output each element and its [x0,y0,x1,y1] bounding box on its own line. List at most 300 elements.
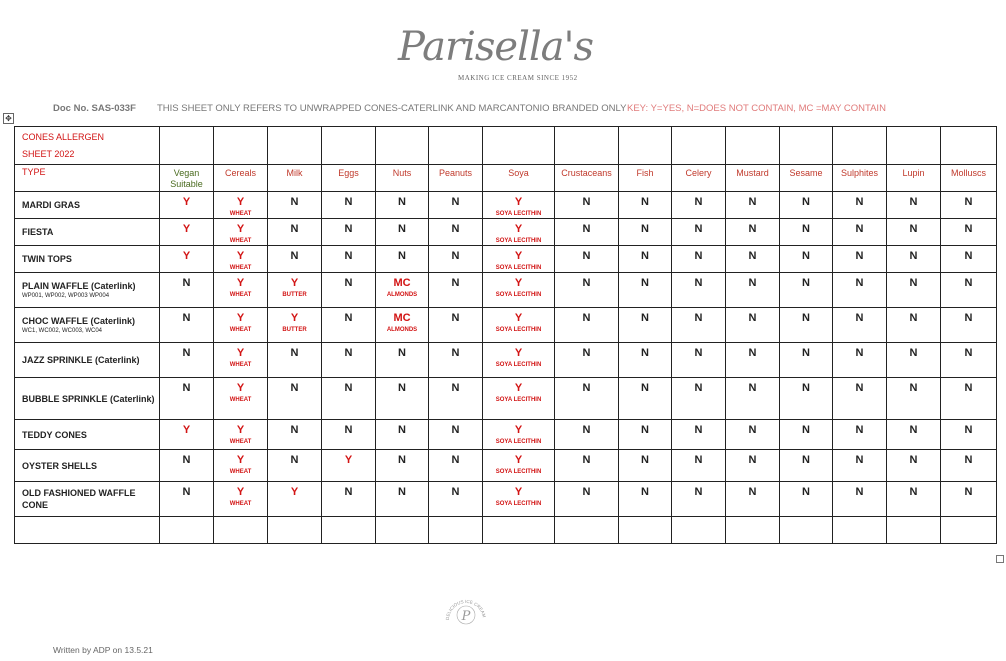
allergen-cell [483,246,555,273]
allergen-cell [780,219,833,246]
allergen-cell [214,219,268,246]
allergen-cell [160,378,214,420]
allergen-cell [376,246,429,273]
allergen-cell [322,246,376,273]
column-header: Vegan Suitable [160,165,214,192]
allergen-cell [780,273,833,308]
allergen-value: N [398,347,406,359]
allergen-value: Y [182,223,191,235]
product-name: PLAIN WAFFLE (Caterlink) WP001, WP002, WP003 WP004 [15,273,160,308]
allergen-cell [941,420,997,450]
allergen-cell [214,378,268,420]
table-row [15,482,997,517]
product-name: CHOC WAFFLE (Caterlink) WC1, WC002, WC003, WC04 [15,308,160,343]
allergen-value: N [182,454,191,466]
allergen-value: Y [236,312,245,324]
table-move-handle-icon[interactable]: ✥ [3,113,14,124]
allergen-value: N [641,424,649,436]
column-header: Crustaceans [555,165,619,192]
allergen-value: N [964,347,973,359]
allergen-value: N [802,347,810,359]
allergen-cell [833,308,887,343]
type-label: TYPE [15,165,160,192]
allergen-note: WHEAT [229,469,252,475]
allergen-value: N [451,454,460,466]
allergen-cell [429,378,483,420]
allergen-value: N [344,382,353,394]
allergen-note: SOYA LECITHIN [495,362,542,368]
allergen-value: Y [514,250,523,262]
allergen-cell [833,219,887,246]
allergen-cell [887,482,941,517]
product-codes: WC1, WC002, WC003, WC04 [22,328,103,334]
allergen-cell [780,192,833,219]
allergen-cell [429,308,483,343]
allergen-note: SOYA LECITHIN [495,439,542,445]
allergen-value: N [694,312,703,324]
allergen-cell [376,378,429,420]
allergen-value: N [964,223,973,235]
allergen-cell [376,420,429,450]
allergen-cell [376,273,429,308]
allergen-value: N [855,347,864,359]
allergen-cell [483,343,555,378]
allergen-cell [726,343,780,378]
allergen-cell [322,450,376,482]
allergen-value: N [344,250,353,262]
allergen-value: N [694,382,703,394]
table-row [15,378,997,420]
allergen-value: N [641,223,649,235]
allergen-cell [214,246,268,273]
allergen-value: N [290,347,299,359]
table-row [15,450,997,482]
allergen-value: N [344,196,353,208]
allergen-cell [619,420,672,450]
allergen-value: MC [393,312,411,324]
allergen-note: SOYA LECITHIN [495,265,542,271]
allergen-value: N [641,250,649,262]
product-name: JAZZ SPRINKLE (Caterlink) [15,343,160,378]
allergen-cell [160,450,214,482]
allergen-cell [322,482,376,517]
allergen-value: N [748,382,757,394]
allergen-value: N [909,250,918,262]
allergen-cell [941,343,997,378]
allergen-value: Y [236,347,245,359]
allergen-value: N [855,486,864,498]
allergen-cell [555,420,619,450]
allergen-cell [887,273,941,308]
allergen-value: N [855,223,864,235]
allergen-cell [619,308,672,343]
allergen-value: N [182,347,191,359]
allergen-cell [780,420,833,450]
allergen-value: N [694,196,703,208]
allergen-value: N [855,312,864,324]
column-header: Fish [619,165,672,192]
allergen-cell [726,450,780,482]
allergen-cell [833,192,887,219]
allergen-value: Y [182,196,191,208]
allergen-note: BUTTER [282,327,307,333]
allergen-cell [376,482,429,517]
allergen-note: ALMONDS [386,292,418,298]
allergen-cell [780,343,833,378]
allergen-note: BUTTER [282,292,307,298]
allergen-cell [726,420,780,450]
allergen-cell [726,273,780,308]
allergen-value: N [451,250,460,262]
allergen-value: N [182,382,191,394]
allergen-cell [833,378,887,420]
column-header: Cereals [214,165,268,192]
allergen-note: WHEAT [229,397,252,403]
allergen-cell [941,246,997,273]
allergen-value: MC [393,277,411,289]
allergen-cell [268,192,322,219]
allergen-value: N [290,196,299,208]
allergen-cell [833,450,887,482]
allergen-cell [833,482,887,517]
allergen-value: N [641,347,649,359]
allergen-cell [555,273,619,308]
allergen-value: N [451,347,460,359]
column-header: Soya [483,165,555,192]
allergen-value: N [582,277,591,289]
allergen-cell [887,378,941,420]
allergen-value: N [398,454,406,466]
allergen-cell [672,192,726,219]
allergen-value: N [964,277,973,289]
allergen-cell [268,482,322,517]
allergen-value: N [694,424,703,436]
allergen-value: N [802,277,810,289]
allergen-value: N [641,196,649,208]
allergen-cell [160,420,214,450]
allergen-cell [555,482,619,517]
parisellas-logo [398,22,594,86]
seal-text: DELICIOUS ICE CREAM [444,598,487,621]
allergen-value: N [855,382,864,394]
allergen-cell [726,246,780,273]
allergen-cell [555,192,619,219]
allergen-cell [619,343,672,378]
allergen-cell [887,420,941,450]
allergen-cell [619,450,672,482]
allergen-value: N [748,277,757,289]
allergen-value: Y [514,196,523,208]
allergen-cell [941,308,997,343]
allergen-cell [322,219,376,246]
column-header: Nuts [376,165,429,192]
allergen-cell [214,308,268,343]
table-row [15,273,997,308]
allergen-cell [780,378,833,420]
allergen-cell [322,192,376,219]
allergen-cell [376,308,429,343]
allergen-note: ALMONDS [386,327,418,333]
table-row [15,308,997,343]
allergen-value: N [855,250,864,262]
allergen-cell [268,273,322,308]
allergen-value: N [344,223,353,235]
title-row [15,127,997,165]
allergen-value: N [855,424,864,436]
allergen-value: N [398,382,406,394]
allergen-value: N [802,312,810,324]
allergen-value: N [451,277,460,289]
allergen-value: Y [236,486,245,498]
allergen-value: N [182,486,191,498]
allergen-cell [619,482,672,517]
ice-cream-seal-icon [441,590,491,640]
product-name: TEDDY CONES [15,420,160,450]
allergen-value: Y [290,312,299,324]
allergen-value: N [398,486,406,498]
doc-number: Doc No. SAS-033F [53,103,136,114]
allergen-cell [887,308,941,343]
allergen-cell [268,219,322,246]
column-header-row [15,165,997,192]
allergen-cell [780,450,833,482]
allergen-cell [555,343,619,378]
allergen-cell [780,246,833,273]
allergen-cell [941,482,997,517]
allergen-value: N [802,196,810,208]
allergen-value: Y [182,424,191,436]
allergen-cell [833,273,887,308]
allergen-note: SOYA LECITHIN [495,238,542,244]
column-header: Milk [268,165,322,192]
allergen-value: N [641,486,649,498]
allergen-cell [672,378,726,420]
product-name: TWIN TOPS [15,246,160,273]
allergen-value: N [182,312,191,324]
allergen-value: N [855,277,864,289]
allergen-value: Y [236,454,245,466]
column-header: Celery [672,165,726,192]
allergen-cell [429,420,483,450]
allergen-value: N [802,382,810,394]
allergen-value: N [582,196,591,208]
allergen-value: N [748,312,757,324]
allergen-cell [672,308,726,343]
allergen-cell [429,219,483,246]
allergen-value: N [694,277,703,289]
allergen-cell [322,378,376,420]
allergen-value: Y [236,250,245,262]
allergen-value: N [398,250,406,262]
allergen-value: N [344,277,353,289]
allergen-value: N [802,486,810,498]
allergen-cell [619,192,672,219]
allergen-value: Y [236,223,245,235]
allergen-cell [941,219,997,246]
allergen-value: Y [514,486,523,498]
allergen-value: Y [514,424,523,436]
allergen-value: N [694,486,703,498]
allergen-value: N [582,382,591,394]
allergen-value: Y [514,454,523,466]
allergen-note: WHEAT [229,211,252,217]
allergen-cell [268,378,322,420]
allergen-value: N [344,424,353,436]
allergen-cell [429,343,483,378]
allergen-cell [214,343,268,378]
allergen-value: N [344,312,353,324]
allergen-value: N [748,347,757,359]
allergen-value: N [451,223,460,235]
allergen-value: N [398,223,406,235]
allergen-value: N [582,347,591,359]
product-name: BUBBLE SPRINKLE (Caterlink) [15,378,160,420]
allergen-cell [672,343,726,378]
allergen-value: Y [236,382,245,394]
column-header: Eggs [322,165,376,192]
allergen-cell [941,273,997,308]
allergen-value: N [964,250,973,262]
column-header: Lupin [887,165,941,192]
allergen-cell [672,420,726,450]
allergen-cell [214,450,268,482]
allergen-value: N [964,486,973,498]
allergen-note: WHEAT [229,327,252,333]
allergen-cell [483,482,555,517]
allergen-cell [268,246,322,273]
allergen-note: SOYA LECITHIN [495,327,542,333]
allergen-cell [619,219,672,246]
allergen-value: N [694,347,703,359]
allergen-cell [160,192,214,219]
allergen-note: SOYA LECITHIN [495,211,542,217]
allergen-value: Y [236,424,245,436]
allergen-value: N [290,454,299,466]
allergen-value: N [748,250,757,262]
allergen-cell [160,219,214,246]
allergen-cell [555,219,619,246]
allergen-cell [483,308,555,343]
allergen-cell [268,343,322,378]
allergen-value: N [748,454,757,466]
allergen-value: N [909,196,918,208]
product-codes: WP001, WP002, WP003 WP004 [22,293,110,299]
allergen-value: Y [236,277,245,289]
seal-letter: P [461,609,471,624]
column-header: Peanuts [429,165,483,192]
allergen-note: WHEAT [229,238,252,244]
allergen-note: WHEAT [229,292,252,298]
allergen-value: N [451,486,460,498]
written-by: Written by ADP on 13.5.21 [53,645,153,655]
brand-name: Parisella's [398,24,594,70]
allergen-value: N [451,424,460,436]
allergen-value: N [748,424,757,436]
allergen-value: N [802,424,810,436]
allergen-value: N [855,454,864,466]
allergen-value: N [641,312,649,324]
allergen-cell [483,219,555,246]
allergen-cell [887,343,941,378]
allergen-value: N [748,196,757,208]
allergen-cell [376,450,429,482]
allergen-note: SOYA LECITHIN [495,501,542,507]
column-header: Molluscs [941,165,997,192]
allergen-cell [726,378,780,420]
product-name: OYSTER SHELLS [15,450,160,482]
allergen-cell [429,450,483,482]
allergen-value: N [582,223,591,235]
allergen-cell [672,482,726,517]
allergen-value: N [290,223,299,235]
allergen-value: N [451,312,460,324]
allergen-value: N [909,347,918,359]
allergen-cell [833,343,887,378]
allergen-value: N [641,382,649,394]
allergen-value: N [694,250,703,262]
allergen-value: N [802,250,810,262]
allergen-value: Y [290,486,299,498]
allergen-value: Y [290,277,299,289]
allergen-cell [483,273,555,308]
allergen-value: N [451,382,460,394]
allergen-cell [214,420,268,450]
allergen-cell [322,308,376,343]
allergen-cell [726,482,780,517]
allergen-key: KEY: Y=YES, N=DOES NOT CONTAIN, MC =MAY CONTAIN [627,103,886,114]
allergen-value: N [964,312,973,324]
allergen-cell [160,482,214,517]
allergen-value: N [748,223,757,235]
allergen-cell [726,192,780,219]
allergen-cell [833,246,887,273]
allergen-cell [214,273,268,308]
allergen-value: N [909,454,918,466]
allergen-cell [619,246,672,273]
product-name: FIESTA [15,219,160,246]
allergen-value: N [964,454,973,466]
allergen-cell [214,192,268,219]
allergen-value: N [694,454,703,466]
table-row [15,219,997,246]
allergen-cell [555,378,619,420]
allergen-value: N [344,486,353,498]
allergen-note: WHEAT [229,265,252,271]
table-resize-handle[interactable] [996,555,1004,563]
allergen-value: N [582,250,591,262]
allergen-value: Y [514,223,523,235]
allergen-cell [429,246,483,273]
allergen-value: N [855,196,864,208]
allergen-value: N [398,196,406,208]
allergen-value: Y [236,196,245,208]
allergen-cell [672,273,726,308]
allergen-value: N [582,312,591,324]
allergen-cell [780,482,833,517]
allergen-value: N [582,454,591,466]
allergen-value: N [290,250,299,262]
allergen-note: WHEAT [229,362,252,368]
allergen-cell [214,482,268,517]
allergen-cell [672,219,726,246]
allergen-value: N [802,454,810,466]
allergen-value: N [909,486,918,498]
allergen-cell [376,192,429,219]
allergen-value: Y [344,454,353,466]
allergen-cell [322,343,376,378]
allergen-value: N [641,454,649,466]
allergen-value: N [909,277,918,289]
